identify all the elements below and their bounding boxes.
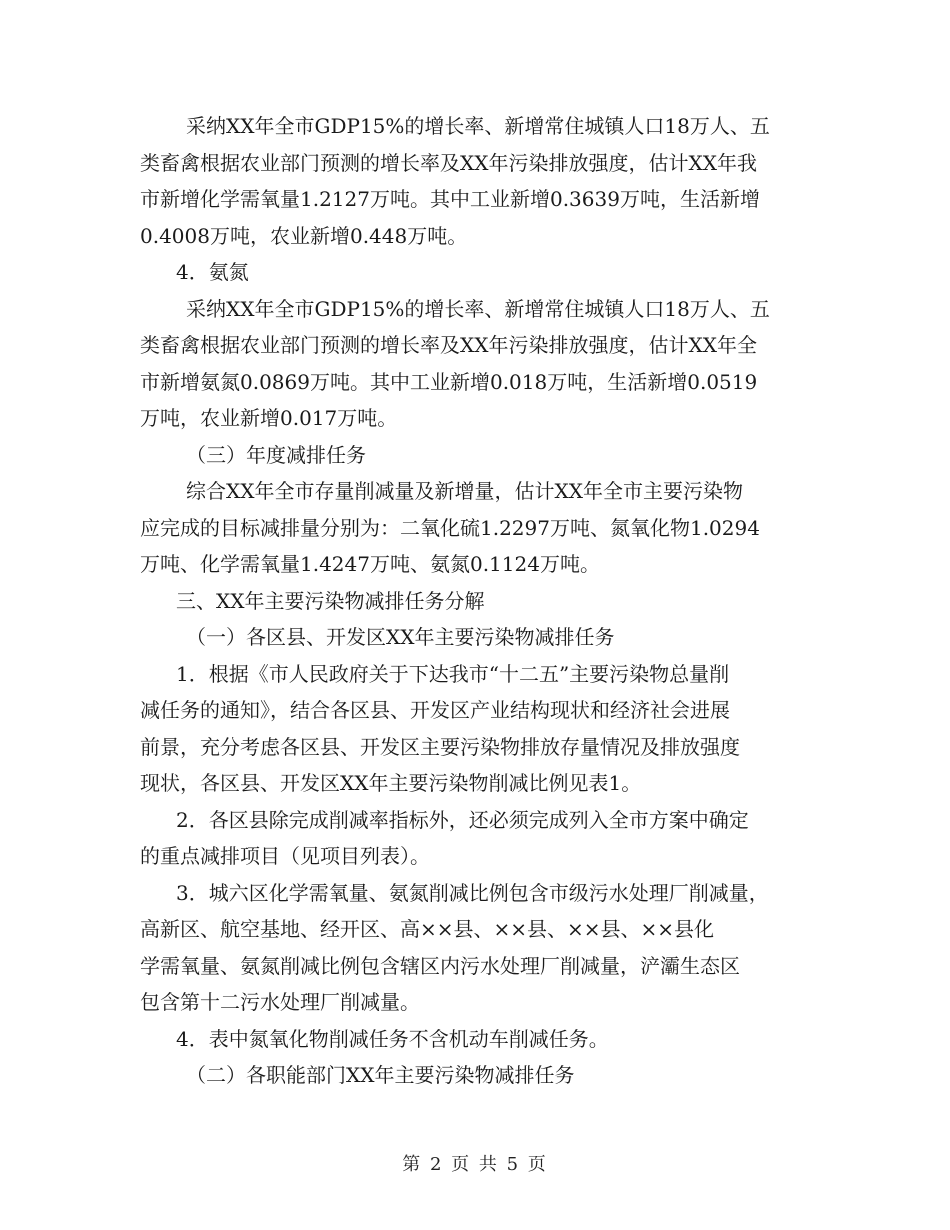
paragraph-line: 万吨，农业新增0.017万吨。 [140,406,398,430]
paragraph-line: 前景，充分考虑各区县、开发区主要污染物排放存量情况及排放强度 [140,734,740,759]
paragraph-line: 类畜禽根据农业部门预测的增长率及XX年污染排放强度，估计XX年我 [140,150,757,175]
paragraph-line: 市新增氨氮0.0869万吨。其中工业新增0.018万吨，生活新增0.0519 [140,369,758,394]
paragraph-line: 采纳XX年全市GDP15%的增长率、新增常住城镇人口18万人、五 [186,114,770,138]
paragraph-line: 包含第十二污水处理厂削减量。 [140,990,420,1014]
page-number-footer: 第 2 页 共 5 页 [402,1154,548,1175]
paragraph-line: 4．表中氮氧化物削减任务不含机动车削减任务。 [176,1026,609,1051]
paragraph-line: 1．根据《市人民政府关于下达我市“十二五”主要污染物总量削 [176,661,730,686]
paragraph-line: 3．城六区化学需氧量、氨氮削减比例包含市级污水处理厂削减量， [176,880,769,905]
paragraph-line: 的重点减排项目（见项目列表）。 [140,844,430,868]
paragraph-line: 类畜禽根据农业部门预测的增长率及XX年污染排放强度，估计XX年全 [140,333,757,357]
paragraph-line: 万吨、化学需氧量1.4247万吨、氨氮0.1124万吨。 [140,552,600,576]
paragraph-line: 0.4008万吨，农业新增0.448万吨。 [140,223,468,248]
paragraph-line: 现状，各区县、开发区XX年主要污染物削减比例见表1。 [140,771,642,795]
paragraph-line: 高新区、航空基地、经开区、高××县、××县、××县、××县化 [140,917,715,941]
document-body [140,108,830,1094]
paragraph-line: 应完成的目标减排量分别为：二氧化硫1.2297万吨、氮氧化物1.0294 [140,515,760,540]
paragraph-line: 学需氧量、氨氮削减比例包含辖区内污水处理厂削减量，浐灞生态区 [140,953,740,978]
heading-subsection-1: （一）各区县、开发区XX年主要污染物减排任务 [186,625,615,649]
paragraph-line: 采纳XX年全市GDP15%的增长率、新增常住城镇人口18万人、五 [186,296,770,321]
paragraph-line: 减任务的通知》，结合各区县、开发区产业结构现状和经济社会进展 [140,698,730,722]
heading-subsection-2: （二）各职能部门XX年主要污染物减排任务 [186,1063,575,1087]
heading-annual-tasks: （三）年度减排任务 [186,442,366,467]
paragraph-line: 2．各区县除完成削减率指标外，还必须完成列入全市方案中确定 [176,807,749,832]
paragraph-line: 市新增化学需氧量1.2127万吨。其中工业新增0.3639万吨，生活新增 [140,187,760,211]
heading-section-3: 三、XX年主要污染物减排任务分解 [176,588,485,613]
paragraph-line: 综合XX年全市存量削减量及新增量，估计XX年全市主要污染物 [186,479,743,503]
heading-ammonia: 4．氨氮 [176,260,249,284]
